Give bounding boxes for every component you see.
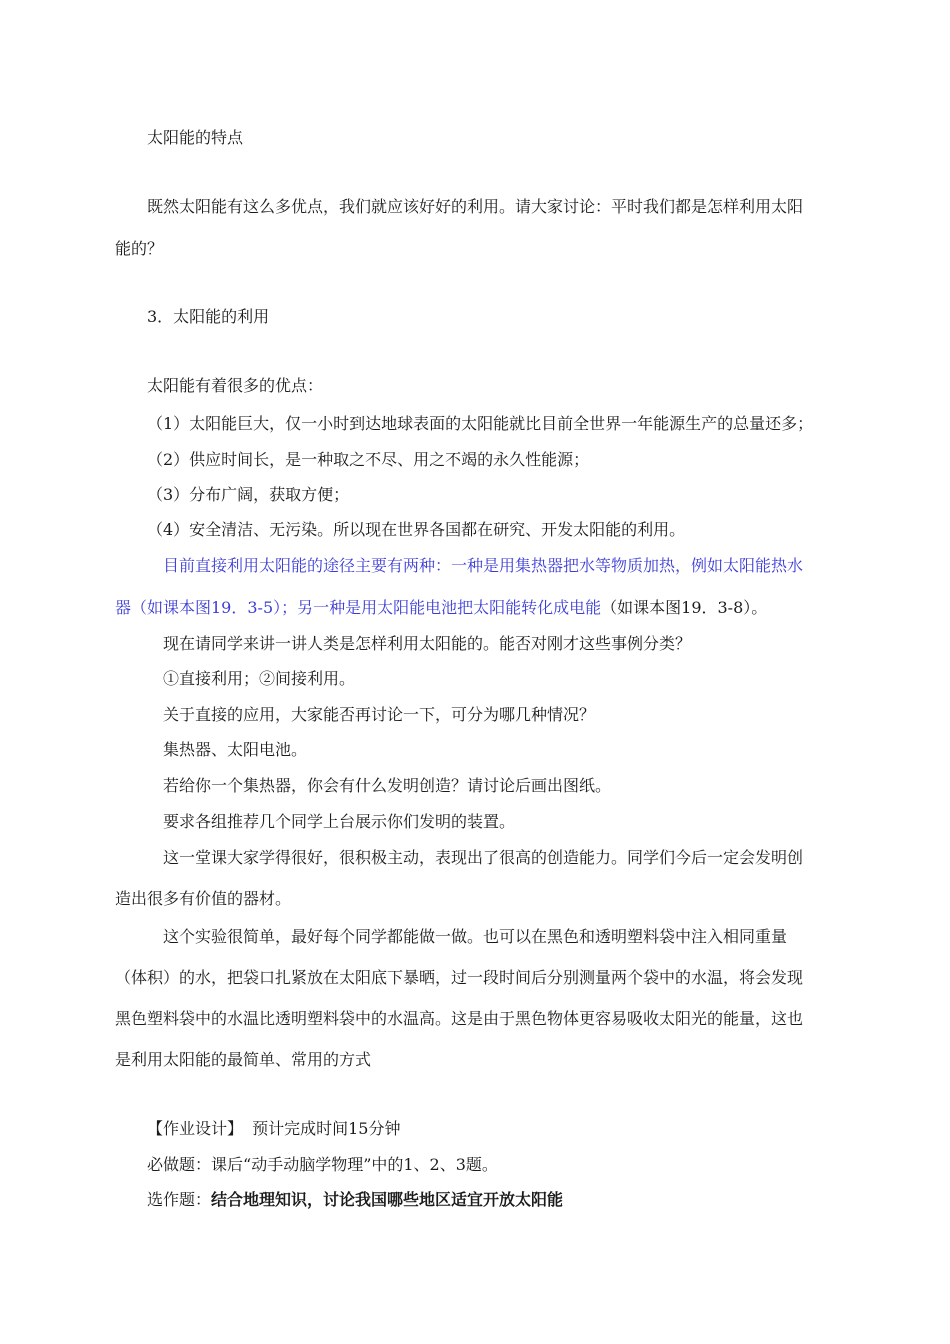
advantage-item-4: （4）安全清洁、无污染。所以现在世界各国都在研究、开发太阳能的利用。	[147, 520, 686, 539]
homework-title: 【作业设计】	[147, 1119, 244, 1138]
paragraph-discussion-line-1: 既然太阳能有这么多优点，我们就应该好好的利用。请大家讨论：平时我们都是怎样利用太阳	[147, 197, 804, 216]
question-invention: 若给你一个集热器，你会有什么发明创造？请讨论后画出图纸。	[163, 776, 612, 795]
paragraph-discussion-line-2: 能的？	[115, 239, 164, 258]
question-direct-use: 关于直接的应用，大家能否再讨论一下，可分为哪几种情况？	[163, 705, 596, 724]
advantages-intro: 太阳能有着很多的优点：	[147, 376, 324, 395]
experiment-line-3: 黑色塑料袋中的水温比透明塑料袋中的水温高。这是由于黑色物体更容易吸收太阳光的能量，这也	[115, 1009, 804, 1028]
required-homework	[147, 1155, 498, 1175]
heading-solar-features: 太阳能的特点	[147, 128, 244, 147]
summary-line-2: 造出很多有价值的器材。	[115, 889, 292, 908]
experiment-line-4: 是利用太阳能的最简单、常用的方式	[115, 1050, 372, 1069]
optional-label: 选作题：	[147, 1190, 212, 1209]
section-3-title: 3．太阳能的利用	[147, 307, 270, 326]
answer-classify: ①直接利用；②间接利用。	[163, 669, 356, 688]
direct-use-line-1: 目前直接利用太阳能的途径主要有两种：一种是用集热器把水等物质加热，例如太阳能热水	[163, 556, 804, 575]
advantage-item-3: （3）分布广阔，获取方便；	[147, 485, 350, 504]
direct-use-line-2-blue: 器（如课本图19．3-5）；另一种是用太阳能电池把太阳能转化成电能	[115, 598, 602, 617]
advantage-item-2: （2）供应时间长，是一种取之不尽、用之不竭的永久性能源；	[147, 450, 590, 469]
homework-header	[147, 1119, 400, 1139]
question-classify: 现在请同学来讲一讲人类是怎样利用太阳能的。能否对刚才这些事例分类？	[163, 634, 692, 653]
summary-line-1: 这一堂课大家学得很好，很积极主动，表现出了很高的创造能力。同学们今后一定会发明创	[163, 848, 804, 867]
direct-use-line-2-black: （如课本图19．3-8）。	[601, 598, 768, 617]
advantage-item-1: （1）太阳能巨大，仅一小时到达地球表面的太阳能就比目前全世界一年能源生产的总量还多；	[147, 414, 814, 433]
answer-direct-use: 集热器、太阳电池。	[163, 740, 308, 759]
optional-text: 结合地理知识，讨论我国哪些地区适宜开放太阳能	[211, 1190, 564, 1209]
optional-homework	[147, 1190, 563, 1210]
required-text: 课后“动手动脑学物理”中的1、2、3题。	[211, 1155, 498, 1174]
experiment-line-2: （体积）的水，把袋口扎紧放在太阳底下暴晒，过一段时间后分别测量两个袋中的水温，将会发现	[115, 968, 804, 987]
experiment-line-1: 这个实验很简单，最好每个同学都能做一做。也可以在黑色和透明塑料袋中注入相同重量	[163, 927, 788, 946]
required-label: 必做题：	[147, 1155, 212, 1174]
homework-time: 预计完成时间15分钟	[252, 1119, 401, 1138]
direct-use-line-2	[115, 598, 767, 618]
group-requirement: 要求各组推荐几个同学上台展示你们发明的装置。	[163, 812, 516, 831]
